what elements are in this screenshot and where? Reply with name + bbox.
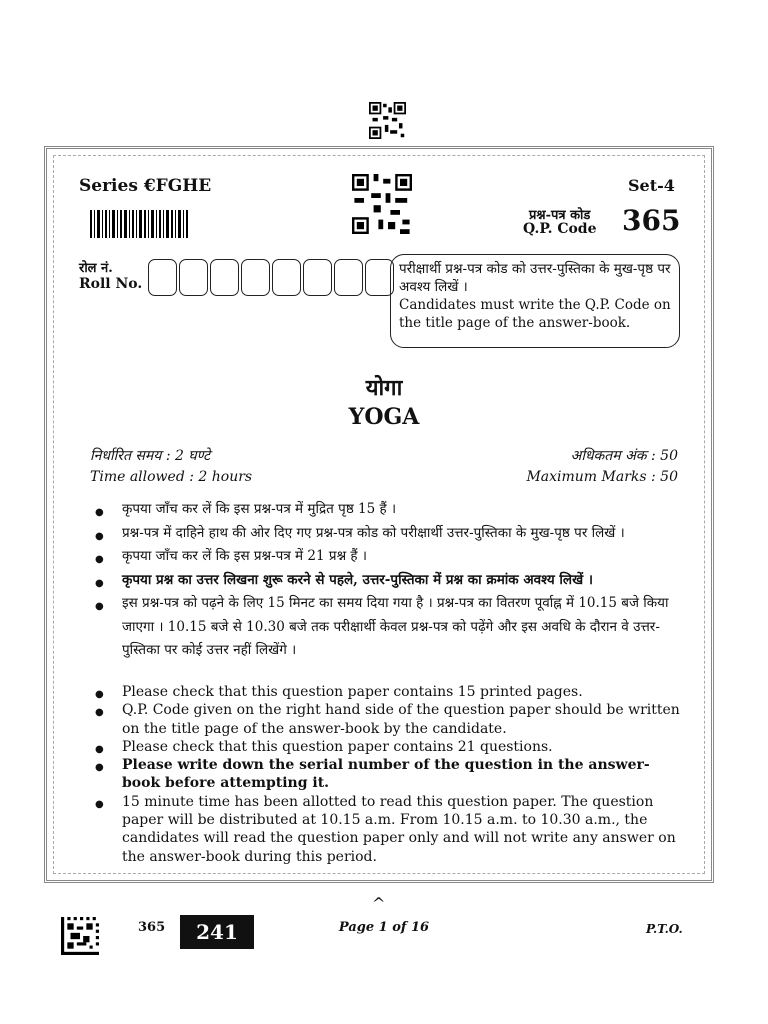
set-label: Set-4 (628, 176, 675, 195)
roll-number-box[interactable] (210, 259, 239, 296)
list-item: ● कृपया जाँच कर लें कि इस प्रश्न-पत्र में 21 प्रश्न हैं । (92, 545, 682, 569)
top-qr-code (369, 102, 406, 139)
roll-number-box[interactable] (241, 259, 270, 296)
caret-mark: ^ (372, 894, 386, 913)
list-item: ● Q.P. Code given on the right hand side of the question paper should be written on the title page of the answer-book by the candidate. (92, 701, 682, 738)
max-marks: Maximum Marks : 50 (526, 469, 678, 485)
pto-label: P.T.O. (646, 922, 683, 936)
list-item: ● प्रश्न-पत्र में दाहिने हाथ की ओर दिए गए प्रश्न-पत्र कोड को परीक्षार्थी उत्तर-पुस्तिका के मुख-पृष्ठ पर लिखें । (92, 522, 682, 546)
time-allowed-hindi: निर्धारित समय : 2 घण्टे (90, 448, 211, 464)
roll-number-box[interactable] (334, 259, 363, 296)
list-item: ● कृपया प्रश्न का उत्तर लिखना शुरू करने से पहले, उत्तर-पुस्तिका में प्रश्न का क्रमांक अवश्य लिखें । (92, 569, 682, 593)
roll-number-box[interactable] (148, 259, 177, 296)
instructions-hindi (92, 498, 682, 663)
qp-code-label-hindi: प्रश्न-पत्र कोड (529, 208, 591, 223)
qr-code (352, 174, 412, 234)
subject-title: YOGA (348, 404, 420, 430)
qp-code-label: Q.P. Code (523, 221, 597, 237)
roll-number-box[interactable] (272, 259, 301, 296)
roll-label-hindi: रोल नं. (79, 261, 113, 276)
roll-number-box[interactable] (303, 259, 332, 296)
list-item: ● Please check that this question paper contains 21 questions. (92, 738, 682, 756)
candidate-note-hindi: परीक्षार्थी प्रश्न-पत्र कोड को उत्तर-पुस्तिका के मुख-पृष्ठ पर अवश्य लिखें । (399, 261, 671, 295)
list-item: ● कृपया जाँच कर लें कि इस प्रश्न-पत्र में मुद्रित पृष्ठ 15 हैं । (92, 498, 682, 522)
list-item: ● 15 minute time has been allotted to read this question paper. The question paper will be distributed at 10.15 a.m. From 10.15 a.m. to 10.30 a.m., the candidates will read the question paper only and will not write any answer on the answer-book during this period. (92, 793, 682, 866)
page-number: Page 1 of 16 (338, 920, 430, 935)
roll-number-box[interactable] (179, 259, 208, 296)
subject-title-hindi: योगा (365, 375, 403, 401)
series-label: Series €FGHE (79, 176, 212, 196)
time-allowed: Time allowed : 2 hours (90, 469, 253, 485)
candidate-note-box (390, 254, 680, 348)
roll-label: Roll No. (79, 276, 143, 292)
barcode (90, 210, 188, 238)
list-item: ● Please check that this question paper contains 15 printed pages. (92, 683, 682, 701)
footer-boxed-number: 241 (180, 915, 254, 949)
qp-code-number: 365 (622, 204, 681, 237)
footer-qp-code: 365 (138, 920, 166, 935)
candidate-note-english: Candidates must write the Q.P. Code on the title page of the answer-book. (399, 297, 671, 331)
list-item: ● इस प्रश्न-पत्र को पढ़ने के लिए 15 मिनट का समय दिया गया है । प्रश्न-पत्र का वितरण पूर्वाह्न में 10.15 बजे किया जाएगा । 10.15 बजे से 10.30 बजे तक परीक्षार्थी केवल प्रश्न-पत्र को पढ़ेंगे और इस अवधि के दौरान वे उत्तर-पुस्तिका पर कोई उत्तर नहीं लिखेंगे । (92, 592, 682, 663)
instructions-english (92, 683, 682, 866)
roll-number-boxes (148, 259, 394, 296)
list-item: ● Please write down the serial number of the question in the answer-book before attempting it. (92, 756, 682, 793)
max-marks-hindi: अधिकतम अंक : 50 (570, 448, 678, 464)
